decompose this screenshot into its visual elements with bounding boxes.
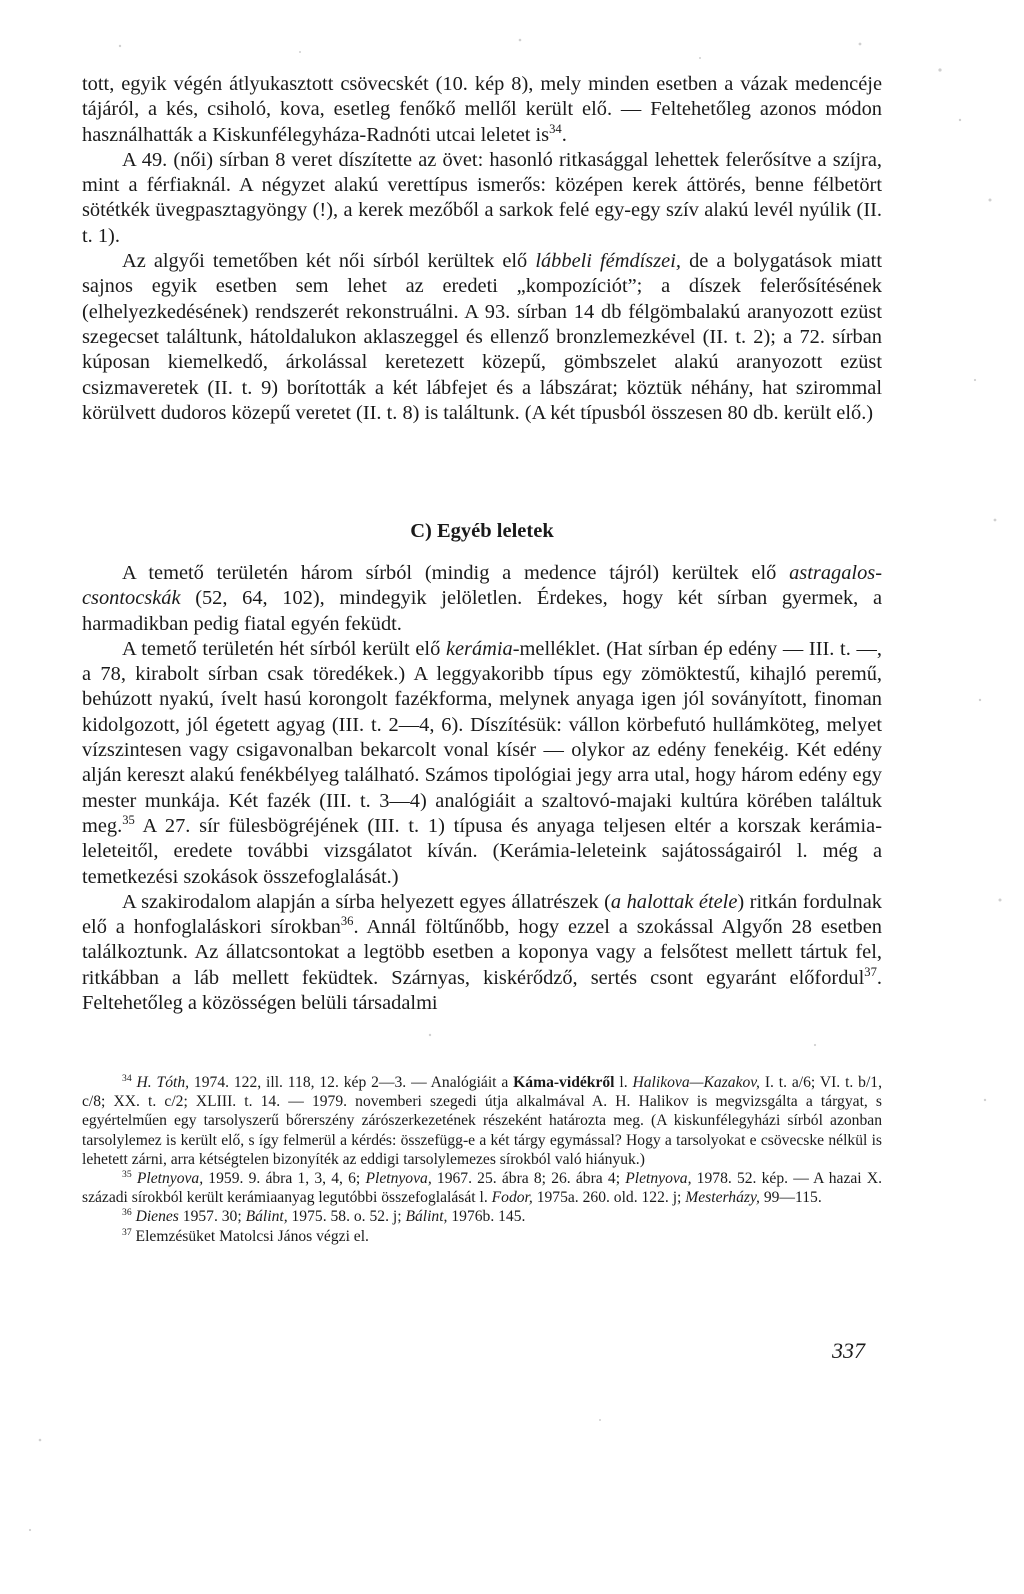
text-run: 1975a. 260. old. 122. j; xyxy=(532,1189,686,1207)
text-run: 1959. 9. ábra 1, 3, 4, 6; xyxy=(203,1170,366,1188)
text-run: A temető területén három sírból (mindig a medence tájról) kerültek elő xyxy=(122,562,790,584)
text-run: 1976b. 145. xyxy=(447,1208,526,1226)
italic-text: Dienes xyxy=(135,1208,179,1226)
text-run: 1975. 58. o. 52. j; xyxy=(287,1208,406,1226)
text-run: 1957. 30; xyxy=(178,1208,246,1226)
footnote xyxy=(82,1207,882,1226)
text-run: 99—115. xyxy=(759,1189,822,1207)
italic-text: Fodor, xyxy=(491,1189,533,1207)
text-run: I. t. a/6; VI. t. b/1, c/8; XX. t. c/2; XLIII. t. 14. — 1979. novemberi szegedi útja alkalmával A. H. Halikov is megvizsgálta a tárgyat, s egyértelműen egy tarsolyszerű bőrerszény zárószerkezetének részeként határozta meg. (A kiskunfélegyházi sírból azonban tarsolylemez is került elő, s így felmerül a kérdés: összefügg-e a két tárgy egymással? Hogy a tarsolyokat e csövecske nélkül is lehetett zárni, arra kétségtelen bizonyíték az eddigi tarsolylemezes sírokból való hiányuk.) xyxy=(82,1074,882,1168)
text-run: tott, egyik végén átlyukasztott csövecskét (10. kép 8), mely minden esetben a vázak medencéje tájáról, a kés, csiholó, kova, esetleg fenőkő mellől került elő. — Feltehetőleg azonos módon használhatták a Kiskunfélegyháza-Radnóti utcai leletet is xyxy=(82,73,882,146)
footnote-ref: 35 xyxy=(122,813,135,828)
text-run: Elemzésüket Matolcsi János végzi el. xyxy=(131,1227,369,1245)
footnote-ref: 36 xyxy=(340,914,354,929)
footnote-ref: 36 xyxy=(122,1207,132,1219)
bold-text: Káma-vidékről xyxy=(513,1074,615,1091)
italic-text: Bálint, xyxy=(405,1208,448,1226)
text-run: ) ritkán fordulnak elő a honfoglaláskori sírokban xyxy=(82,890,882,939)
footnote xyxy=(82,1227,882,1246)
italic-text: lábbeli fémdíszei, xyxy=(535,250,681,273)
footnote xyxy=(82,1169,882,1207)
italic-text: Mesterházy, xyxy=(685,1189,760,1207)
footnote-ref: 34 xyxy=(549,121,562,136)
footnote-ref: 35 xyxy=(122,1168,132,1180)
footnote-ref: 37 xyxy=(122,1226,132,1238)
italic-text: a halottak étele xyxy=(610,890,738,913)
paragraph xyxy=(82,637,882,890)
footnote xyxy=(82,1073,882,1169)
text-run: de a bolygatások miatt sajnos egyik esetben sem lehet az eredeti „kompozíciót”; a díszek felerősítésének (elhelyezkedésének) rendszerét rekonstruálni. A 93. sírban 14 db félgömbalakú aranyozott ezüst szegecset találtunk, hátoldalukon aklaszeggel és ellenző bronzlemezkével (II. t. 2); a 72. sírban kúposan kiemelkedő, árkolással keretezett közepű, gömbszelet alakú aranyozott ezüst csizmaveretek (II. t. 9) borították a két lábfejet és a lábszárat; köztük néhány, hat szirommal körülvett dudoros közepű veretet (II. t. 8) is találtunk. (A két típusból összesen 80 db. került elő.) xyxy=(82,250,882,424)
italic-text: Bálint, xyxy=(245,1208,288,1226)
paragraph xyxy=(82,249,882,426)
italic-text: H. Tóth, xyxy=(136,1074,190,1091)
paragraph xyxy=(82,561,882,637)
text-run: A temető területén hét sírból került elő xyxy=(122,637,446,660)
italic-text: astragalos-csontocskák xyxy=(82,562,882,610)
italic-text: Pletnyova, xyxy=(625,1170,692,1188)
body-text-upper xyxy=(82,72,882,426)
text-run: 1974. 122, ill. 118, 12. kép 2—3. — Analógiáit a xyxy=(189,1074,514,1091)
section-heading: C) Egyéb leletek xyxy=(410,520,554,542)
text-run: . Feltehetőleg a közösségen belüli társadalmi xyxy=(82,966,882,1015)
italic-text: Pletnyova, xyxy=(136,1170,204,1188)
text-run: 1978. 52. kép. — A hazai X. századi sírokból került kerámiaanyag legutóbbi összefoglalását l. xyxy=(82,1170,882,1207)
text-run: l. xyxy=(614,1074,633,1091)
paragraph xyxy=(82,72,882,148)
text-run: Az algyői temetőben két női sírból kerültek elő xyxy=(122,250,536,273)
paragraph xyxy=(82,890,882,1016)
text-run: (52, 64, 102), mindegyik jelöletlen. Érdekes, hogy két sírban gyermek, a harmadikban pedig fiatal egyén feküdt. xyxy=(82,587,882,635)
text-run: A szakirodalom alapján a sírba helyezett egyes állatrészek ( xyxy=(122,890,611,913)
text-run: -melléklet. (Hat sírban ép edény — III. t. —, a 78, kirabolt sírban csak töredékek.) A leggyakoribb típus egy zömöktestű, kihajló peremű, behúzott nyakú, ívelt hasú korongolt fazékforma, melynek anyaga igen jól soványított, finoman kidolgozott, jól égetett agyag (III. t. 2—4, 6). Díszítésük: vállon körbefutó hullámköteg, melyet vízszintesen vagy csigavonalban bekarcolt vonal kísér — olykor az edény fenekéig. Két edény alján kereszt alakú fenékbélyeg található. Számos tipológiai jegy arra utal, hogy három edény egy mester munkája. Két fazék (III. t. 3—4) analógiáit a szaltovó-majaki kultúra körében találtuk meg. xyxy=(82,637,882,837)
footnote-ref: 37 xyxy=(864,964,877,979)
footnote-ref: 34 xyxy=(122,1072,132,1084)
page-number: 337 xyxy=(832,1338,865,1363)
text-run: . xyxy=(561,123,567,146)
text-run: A 27. sír fülesbögréjének (III. t. 1) típusa és anyaga teljesen eltér a korszak kerámia-leleteitől, eredete további vizsgálatot kíván. (Kerámia-leleteink sajátosságairól l. még a temetkezési szokások összefoglalását.) xyxy=(82,814,882,888)
text-run: 1967. 25. ábra 8; 26. ábra 4; xyxy=(431,1170,626,1188)
italic-text: kerámia xyxy=(445,637,513,660)
paragraph xyxy=(82,148,882,249)
text-run: . Annál föltűnőbb, hogy ezzel a szokással Algyőn 28 esetben találkoztunk. Az állatcsontokat a legtöbb esetben a koponya vagy a felsőtest mellett tártuk fel, ritkábban a láb mellett feküdtek. Szárnyas, kiskérődző, sertés csont egyaránt előfordul xyxy=(82,916,882,989)
body-text-section xyxy=(82,561,882,1016)
italic-text: Halikova—Kazakov, xyxy=(632,1074,760,1091)
footnotes xyxy=(82,1073,882,1246)
text-run: A 49. (női) sírban 8 veret díszítette az övet: hasonló ritkasággal lehettek felerősítve a szíjra, mint a férfiaknál. A négyzet alakú verettípus ismerős: középen kerek áttörés, benne félbetört sötétkék üvegpasztagyöngy (!), a kerek mezőből a sarkok felé egy-egy szív alakú levél nyúlik (II. t. 1). xyxy=(82,148,882,247)
italic-text: Pletnyova, xyxy=(365,1170,432,1188)
